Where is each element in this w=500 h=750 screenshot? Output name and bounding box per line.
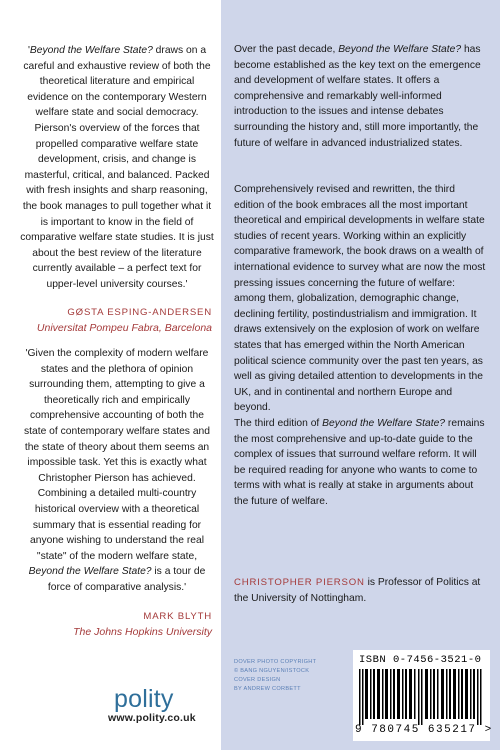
book-title: Beyond the Welfare State? (322, 418, 446, 429)
quote-author: MARK BLYTH (143, 611, 212, 622)
quote-institution: The Johns Hopkins University (73, 626, 212, 638)
blurb-paragraph-1: Over the past decade, Beyond the Welfare State? has become established as the key text on the emergence and development of welfare states. It offers a comprehensive and remarkably well-informed introduction to the issues and intense debates surrounding the history and, still more importantly, the future of welfare in advanced industrialized states. (234, 44, 481, 149)
quote-text: 'Given the complexity of modern welfare states and the plethora of opinion surrounding them, attempting to give a theoretically rich and empirically comprehensive accounting of both the state of contemporary welfare states and the state of theory about them seems an impossible task. Yet this is exactly what Christopher Pierson has achieved. Combining a detailed multi-country historical overview with a theoretical summary that is essential reading for anyone wishing to understand the real "state" of the modern welfare state, (23, 348, 210, 562)
quote-book-title: Beyond the Welfare State? (28, 566, 152, 578)
blurb-paragraph-2: Comprehensively revised and rewritten, the third edition of the book embraces all the most important theoretical and empirical developments in welfare state studies of recent years. Working within an explicitly comparative framework, the book draws on a wealth of international evidence to survey what are now the most pressing issues concerning the future of welfare: among them, globalization, demographic change, declining fertility, postindustrialism and immigration. It draws extensively on the explosion of work on welfare states that has emerged within the North American political science community over the past ten years, as well as giving detailed attention to developments in the UK, and in continental and northern Europe and beyond. (234, 184, 486, 414)
publisher-url: www.polity.co.uk (108, 712, 196, 724)
quote-institution: Universitat Pompeu Fabra, Barcelona (36, 322, 212, 334)
barcode-image (359, 669, 485, 725)
isbn-label: ISBN 0-7456-3521-0 (359, 654, 482, 666)
quote-author: GØSTA ESPING-ANDERSEN (67, 307, 212, 318)
barcode-digits: 9 780745 635217 > (355, 724, 493, 736)
quote-open: ' (27, 45, 30, 56)
author-name: CHRISTOPHER PIERSON (234, 577, 365, 588)
author-bio: CHRISTOPHER PIERSON is Professor of Politics at the University of Nottingham. (234, 577, 481, 604)
cover-credits: DOVER PHOTO COPYRIGHT © BANG NGUYEN/ISTOCK COVER DESIGN BY ANDREW CORBETT (234, 659, 317, 692)
quote-blyth (20, 346, 214, 596)
book-title: Beyond the Welfare State? (338, 44, 462, 55)
quote-text: draws on a careful and exhaustive review of both the theoretical literature and empirical evidence on the contemporary Western welfare state and social democracy. Pierson's overview of the forces that propelled comparative welfare state development, crisis, and change is masterful, critical, and balanced. Packed with fresh insights and sharp reasoning, the book manages to pull together what it is important to know in the field of comparative welfare state studies. It is just about the best review of the literature currently available – a perfect text for upper-level university courses.' (20, 45, 214, 290)
blurb-paragraph-3: The third edition of Beyond the Welfare State? remains the most comprehensive and up-to-date guide to the complex of issues that surround welfare reform. It will be required reading for anyone who wants to come to terms with what is really at stake in arguments about the future of welfare. (234, 418, 485, 507)
quote-text-end: is a tour de force of comparative analysis.' (47, 566, 206, 593)
polity-logo: polity (114, 685, 174, 713)
quote-book-title: Beyond the Welfare State? (29, 45, 153, 56)
quote-esping-andersen (20, 43, 214, 293)
